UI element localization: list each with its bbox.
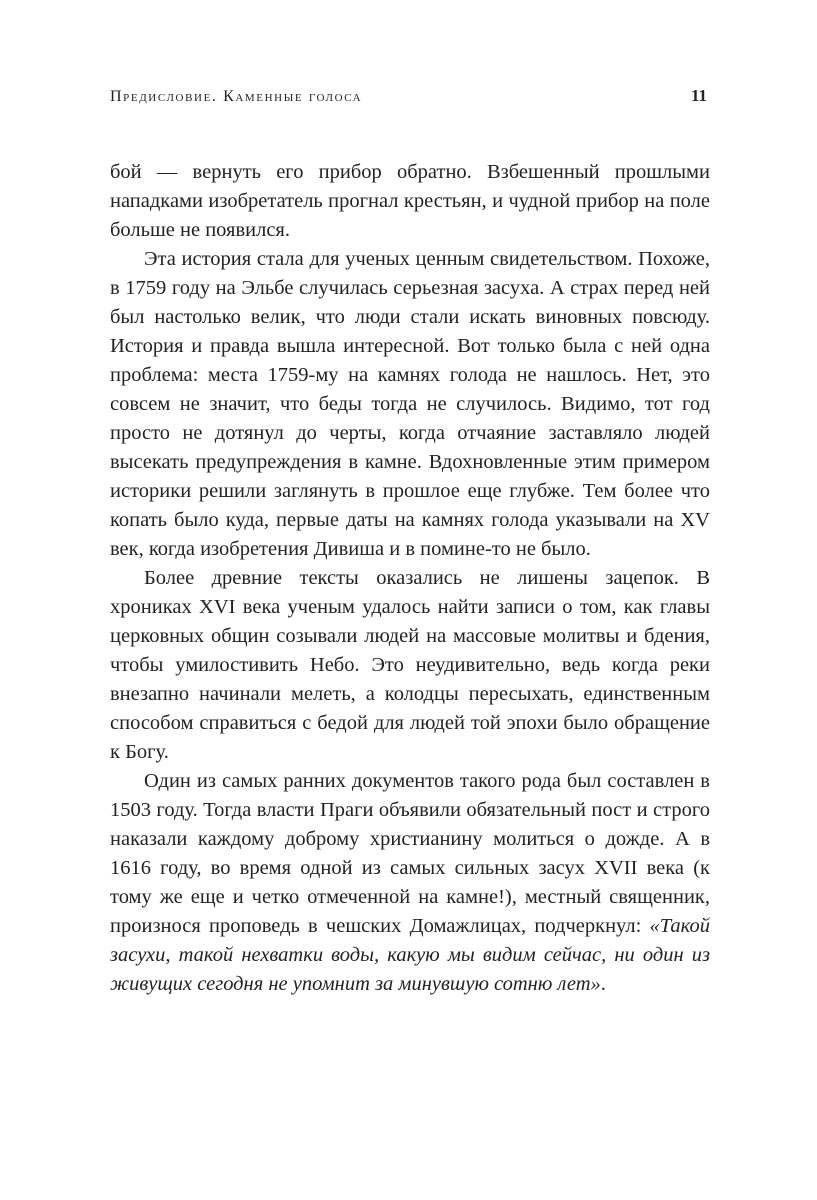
text-run: Эта история стала для ученых ценным свидетельством. Похоже, в 1759 году на Эльбе случилась серьезная засуха. А страх перед ней был настолько велик, что люди стали искать виновных повсюду. История и правда вышла интересной. Вот только была с ней одна проблема: места 1759-му на камнях голода не нашлось. Нет, это совсем не значит, что беды тогда не случилось. Видимо, тот год просто не дотянул до черты, когда отчаяние заставляло людей высекать предупреждения в камне. Вдохновленные этим примером историки решили заглянуть в прошлое еще глубже. Тем более что копать было куда, первые даты на камнях голода указывали на XV век, когда изобретения Дивиша и в помине-то не было. xyxy=(110,248,710,560)
paragraph xyxy=(110,245,710,564)
text-run: . xyxy=(600,973,606,995)
paragraph xyxy=(110,767,710,999)
body-text xyxy=(110,158,710,999)
paragraph xyxy=(110,564,710,767)
running-header xyxy=(110,86,707,106)
text-run: Один из самых ранних документов такого рода был составлен в 1503 году. Тогда власти Праги объявили обязательный пост и строго наказали каждому доброму христианину молиться о дожде. А в 1616 году, во время одной из самых сильных засух XVII века (к тому же еще и четко отмеченной на камне!), местный священник, произнося проповедь в чешских Домажлицах, подчеркнул: xyxy=(110,770,710,937)
text-run: бой — вернуть его прибор обратно. Взбешенный прошлыми нападками изобретатель прогнал крестьян, и чудной прибор на поле больше не появился. xyxy=(110,161,710,241)
paragraph xyxy=(110,158,710,245)
text-run: Более древние тексты оказались не лишены зацепок. В хрониках XVI века ученым удалось найти записи о том, как главы церковных общин созывали людей на массовые молитвы и бдения, чтобы умилостивить Небо. Это неудивительно, ведь когда реки внезапно начинали мелеть, а колодцы пересыхать, единственным способом справиться с бедой для людей той эпохи было обращение к Богу. xyxy=(110,567,710,763)
page-number: 11 xyxy=(690,86,707,105)
text-run-italic-quote: «Такой засухи, такой нехватки воды, какую мы видим сейчас, ни один из живущих сегодня не упомнит за минувшую сотню лет» xyxy=(110,915,710,995)
running-title: Предисловие. Каменные голоса xyxy=(110,88,363,105)
